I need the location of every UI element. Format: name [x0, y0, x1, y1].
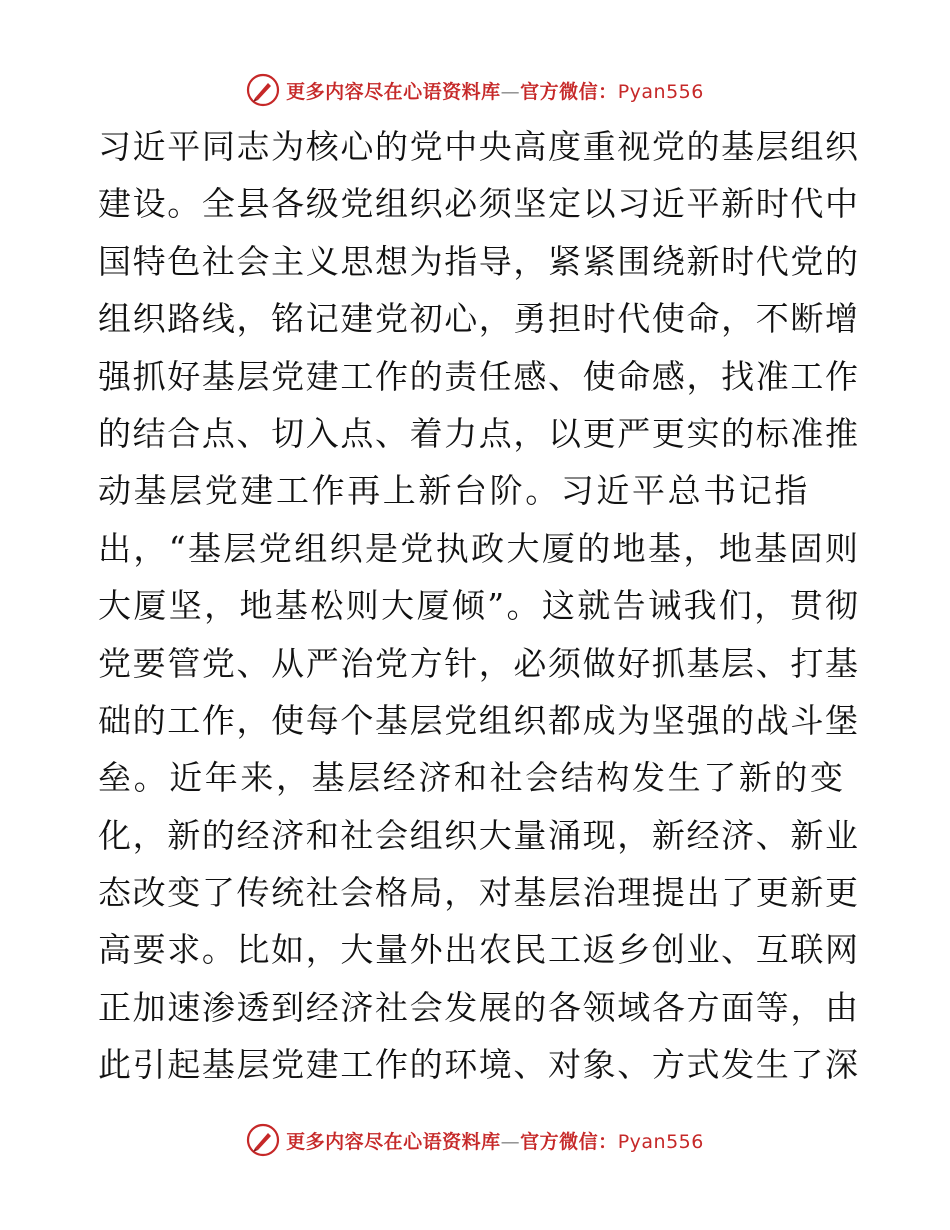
watermark-label: 更多内容尽在心语资料库 — [286, 80, 501, 103]
text-line: 垒。近年来，基层经济和社会结构发生了新的变 — [98, 758, 846, 798]
text-line: 高要求。比如，大量外出农民工返乡创业、互联网 — [98, 930, 858, 970]
pen-logo-icon — [246, 73, 280, 107]
text-line: 出，“基层党组织是党执政大厦的地基，地基固则 — [98, 528, 858, 568]
watermark-wechat-id: Pyan556 — [617, 80, 704, 103]
text-line: 础的工作，使每个基层党组织都成为坚强的战斗堡 — [98, 700, 858, 740]
watermark-label: 更多内容尽在心语资料库 — [286, 1130, 501, 1153]
watermark-official: 官方微信： — [520, 1130, 618, 1153]
text-line: 组织路线，铭记建党初心，勇担时代使命，不断增 — [98, 299, 858, 339]
text-line: 态改变了传统社会格局，对基层治理提出了更新更 — [98, 873, 858, 913]
text-line: 习近平同志为核心的党中央高度重视党的基层组织 — [98, 127, 858, 166]
text-line: 动基层党建工作再上新台阶。习近平总书记指 — [98, 471, 810, 511]
text-line: 化，新的经济和社会组织大量涌现，新经济、新业 — [98, 815, 858, 855]
watermark-text — [286, 77, 704, 104]
pen-logo-icon — [246, 1123, 280, 1157]
text-line: 的结合点、切入点、着力点，以更严更实的标准推 — [98, 413, 858, 453]
document-body — [98, 118, 858, 1094]
watermark-wechat-id: Pyan556 — [617, 1130, 704, 1153]
text-line: 党要管党、从严治党方针，必须做好抓基层、打基 — [98, 643, 858, 683]
text-line: 大厦坚，地基松则大厦倾”。这就告诫我们，贯彻 — [98, 586, 858, 626]
watermark-separator: — — [500, 80, 521, 103]
text-line: 强抓好基层党建工作的责任感、使命感，找准工作 — [98, 356, 858, 396]
text-line: 建设。全县各级党组织必须坚定以习近平新时代中 — [98, 184, 858, 224]
watermark-official: 官方微信： — [520, 80, 618, 103]
text-line: 正加速渗透到经济社会发展的各领域各方面等，由 — [98, 987, 858, 1027]
header-watermark — [0, 72, 950, 108]
footer-watermark — [0, 1122, 950, 1158]
text-line: 此引起基层党建工作的环境、对象、方式发生了深 — [98, 1045, 858, 1085]
watermark-text — [286, 1127, 704, 1154]
text-line: 国特色社会主义思想为指导，紧紧围绕新时代党的 — [98, 241, 858, 281]
watermark-separator: — — [500, 1130, 521, 1153]
